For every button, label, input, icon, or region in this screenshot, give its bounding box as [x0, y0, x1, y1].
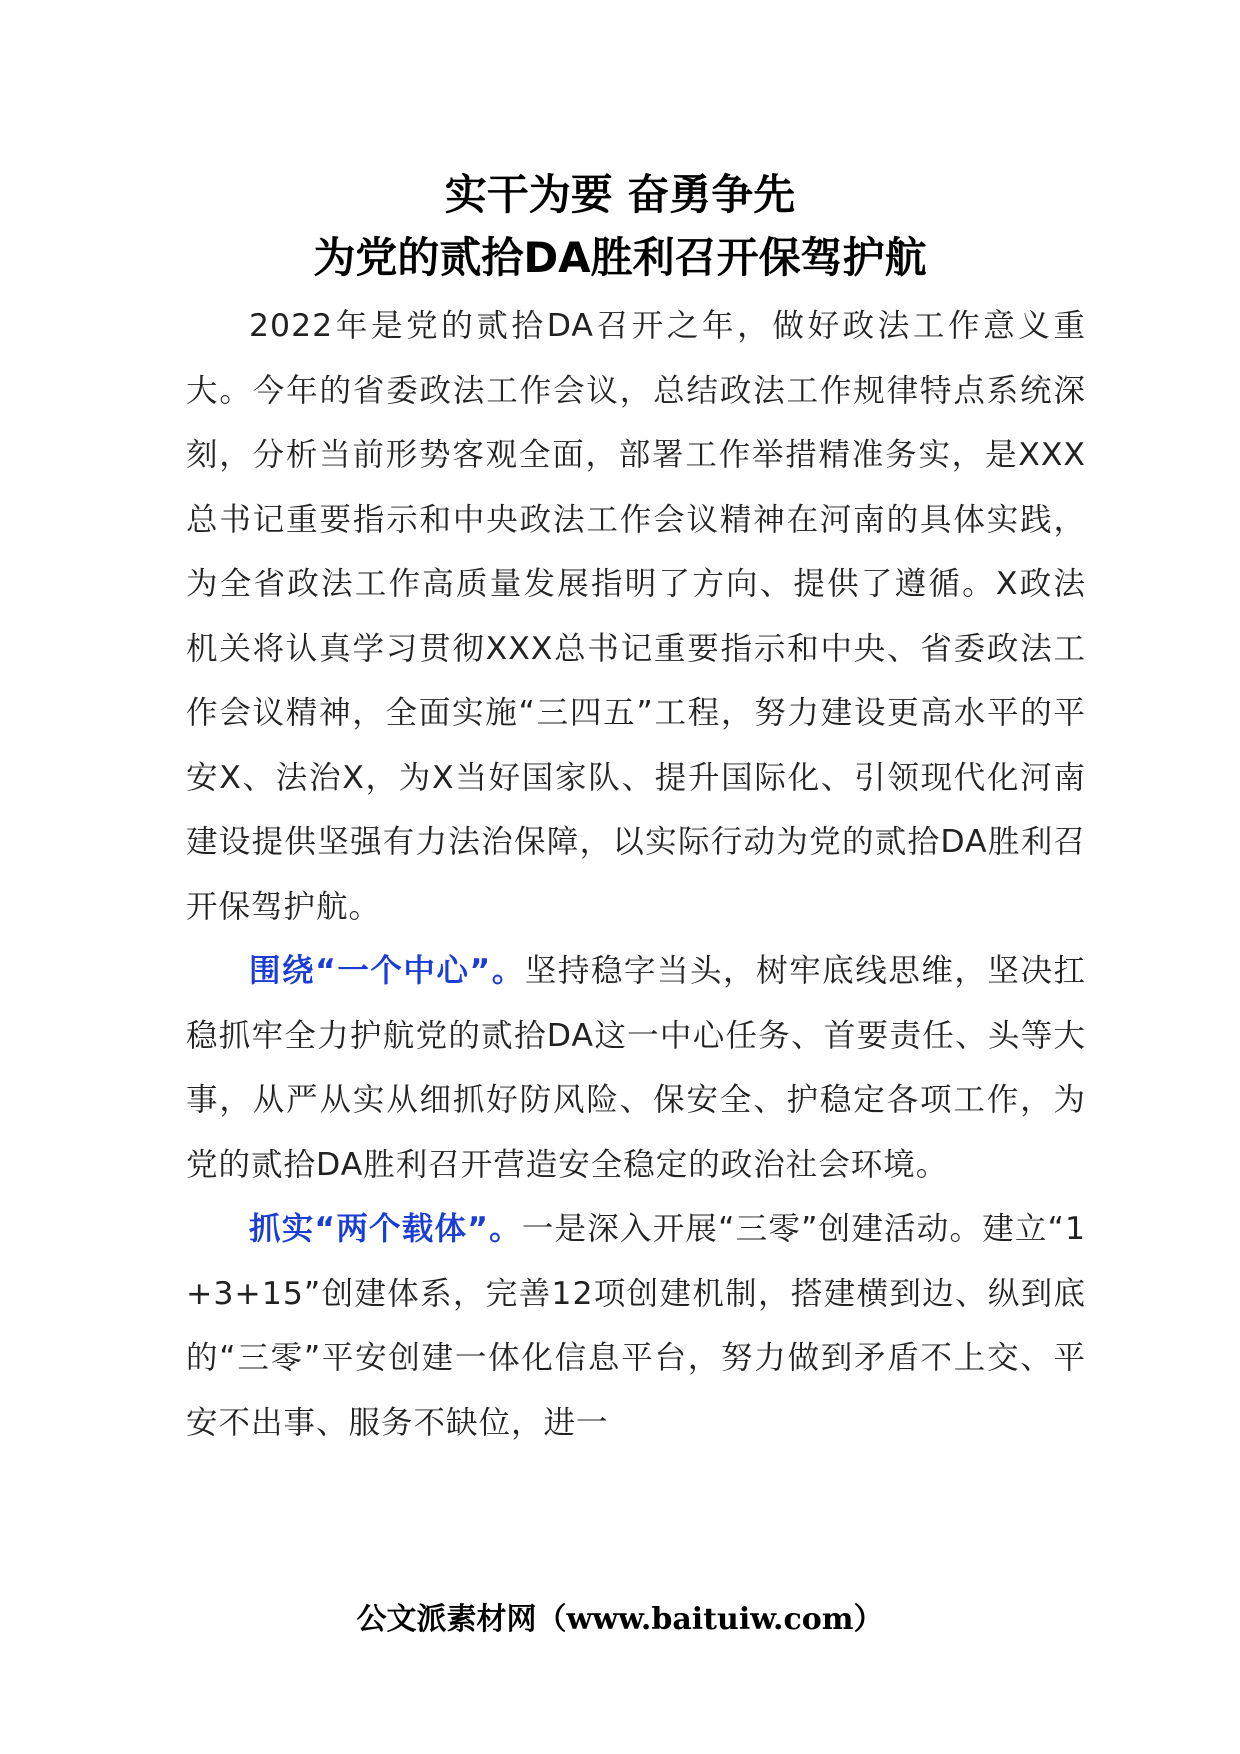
paragraph-lead: 抓实“两个载体”。	[249, 1211, 522, 1247]
paragraph-text: 坚持稳字当头，树牢底线思维，坚决扛稳抓牢全力护航党的贰拾DA这一中心任务、首要责任、头等大事，从严从实从细抓好防风险、保安全、护稳定各项工作，为党的贰拾DA胜利召开营造安全稳定的政治社会环境。	[186, 953, 1086, 1183]
paragraph-text: 一是深入开展“三零”创建活动。建立“1+3+15”创建体系，完善12项创建机制，搭建横到边、纵到底的“三零”平安创建一体化信息平台，努力做到矛盾不上交、平安不出事、服务不缺位，进一	[186, 1211, 1086, 1441]
document-title-line-2: 为党的贰拾DA胜利召开保驾护航	[313, 233, 927, 282]
paragraph-one-center	[186, 939, 1086, 1197]
paragraph-two-carriers	[186, 1197, 1086, 1455]
paragraph-intro	[186, 294, 1086, 939]
document-body	[186, 294, 1086, 1455]
paragraph-text: 2022年是党的贰拾DA召开之年，做好政法工作意义重大。今年的省委政法工作会议，总结政法工作规律特点系统深刻，分析当前形势客观全面，部署工作举措精准务实，是XXX总书记重要指示和中央政法工作会议精神在河南的具体实践，为全省政法工作高质量发展指明了方向、提供了遵循。X政法机关将认真学习贯彻XXX总书记重要指示和中央、省委政法工作会议精神，全面实施“三四五”工程，努力建设更高水平的平安X、法治X，为X当好国家队、提升国际化、引领现代化河南建设提供坚强有力法治保障，以实际行动为党的贰拾DA胜利召开保驾护航。	[186, 308, 1086, 925]
paragraph-lead: 围绕“一个中心”。	[249, 953, 525, 989]
page-footer-watermark: 公文派素材网（www.baituiw.com）	[356, 1602, 884, 1637]
document-title-line-1: 实干为要 奋勇争先	[444, 170, 796, 219]
